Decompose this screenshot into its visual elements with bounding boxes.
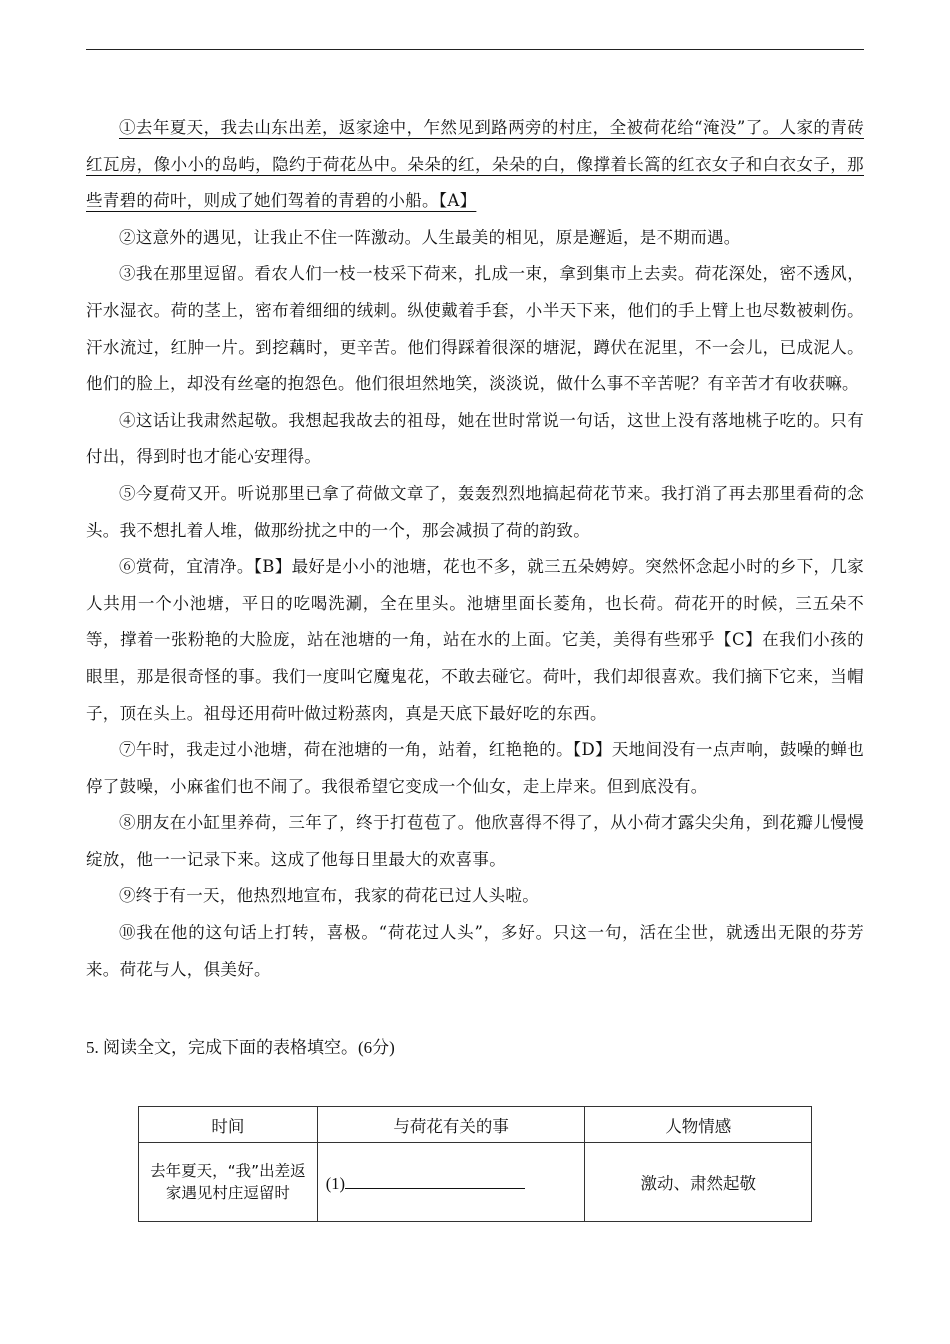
cell-time: 去年夏天，“我”出差返家遇见村庄逗留时 xyxy=(139,1143,318,1222)
header-rule xyxy=(86,49,864,50)
underlined-sentence: ①去年夏天，我去山东出差，返家途中，乍然见到路两旁的村庄，全被荷花给“淹没”了。人家的青砖红瓦房，像小小的岛屿，隐约于荷花丛中。朵朵的红，朵朵的白，像撑着长篙的红衣女子和白衣女子，那些青碧的荷叶，则成了她们驾着的青碧的小船。【A】 xyxy=(86,118,864,211)
article-body xyxy=(86,110,864,988)
answer-blank[interactable] xyxy=(345,1170,525,1189)
header-emotion: 人物情感 xyxy=(585,1107,812,1143)
paragraph-6: ⑥赏荷，宜清净。【B】最好是小小的池塘，花也不多，就三五朵娉婷。突然怀念起小时的乡下，几家人共用一个小池塘，平日的吃喝洗涮，全在里头。池塘里面长菱角，也长荷。荷花开的时候，三五朵不等，撑着一张粉艳的大脸庞，站在池塘的一角，站在水的上面。它美，美得有些邪乎【C】在我们小孩的眼里，那是很奇怪的事。我们一度叫它魔鬼花，不敢去碰它。荷叶，我们却很喜欢。我们摘下它来，当帽子，顶在头上。祖母还用荷叶做过粉蒸肉，真是天底下最好吃的东西。 xyxy=(86,557,864,723)
paragraph-10: ⑩我在他的这句话上打转，喜极。“荷花过人头”，多好。只这一句，活在尘世，就透出无限的芬芳来。荷花与人，俱美好。 xyxy=(86,923,864,979)
paragraph-7: ⑦午时，我走过小池塘，荷在池塘的一角，站着，红艳艳的。【D】天地间没有一点声响，鼓噪的蝉也停了鼓噪，小麻雀们也不闹了。我很希望它变成一个仙女，走上岸来。但到底没有。 xyxy=(86,740,864,796)
cell-event xyxy=(317,1143,585,1222)
paragraph-2: ②这意外的遇见，让我止不住一阵激动。人生最美的相见，原是邂逅，是不期而遇。 xyxy=(119,227,741,247)
paragraph-4: ④这话让我肃然起敬。我想起我故去的祖母，她在世时常说一句话，这世上没有落地桃子吃的。只有付出，得到时也才能心安理得。 xyxy=(86,410,864,467)
cell-emotion: 激动、肃然起敬 xyxy=(585,1143,812,1222)
paragraph-9: ⑨终于有一天，他热烈地宣布，我家的荷花已过人头啦。 xyxy=(119,886,539,906)
header-time: 时间 xyxy=(139,1107,318,1143)
paragraph-8: ⑧朋友在小缸里养荷，三年了，终于打苞苞了。他欣喜得不得了，从小荷才露尖尖角，到花瓣儿慢慢绽放，他一一记录下来。这成了他每日里最大的欢喜事。 xyxy=(86,813,864,869)
blank-label: (1) xyxy=(325,1174,345,1193)
question-5: 5. 阅读全文，完成下面的表格填空。(6分) xyxy=(86,1038,395,1057)
header-event: 与荷花有关的事 xyxy=(317,1107,585,1143)
answer-table xyxy=(138,1106,812,1222)
paragraph-1 xyxy=(86,110,864,220)
table-header-row xyxy=(139,1107,812,1143)
paragraph-3: ③我在那里逗留。看农人们一枝一枝采下荷来，扎成一束，拿到集市上去卖。荷花深处，密不透风，汗水湿衣。荷的茎上，密布着细细的绒刺。纵使戴着手套，小半天下来，他们的手上臂上也尽数被刺伤。汗水流过，红肿一片。到挖藕时，更辛苦。他们得踩着很深的塘泥，蹲伏在泥里，不一会儿，已成泥人。他们的脸上，却没有丝毫的抱怨色。他们很坦然地笑，淡淡说，做什么事不辛苦呢？有辛苦才有收获嘛。 xyxy=(86,264,864,394)
table-row xyxy=(139,1143,812,1222)
paragraph-5: ⑤今夏荷又开。听说那里已拿了荷做文章了，轰轰烈烈地搞起荷花节来。我打消了再去那里看荷的念头。我不想扎着人堆，做那纷扰之中的一个，那会减损了荷的韵致。 xyxy=(86,483,864,540)
